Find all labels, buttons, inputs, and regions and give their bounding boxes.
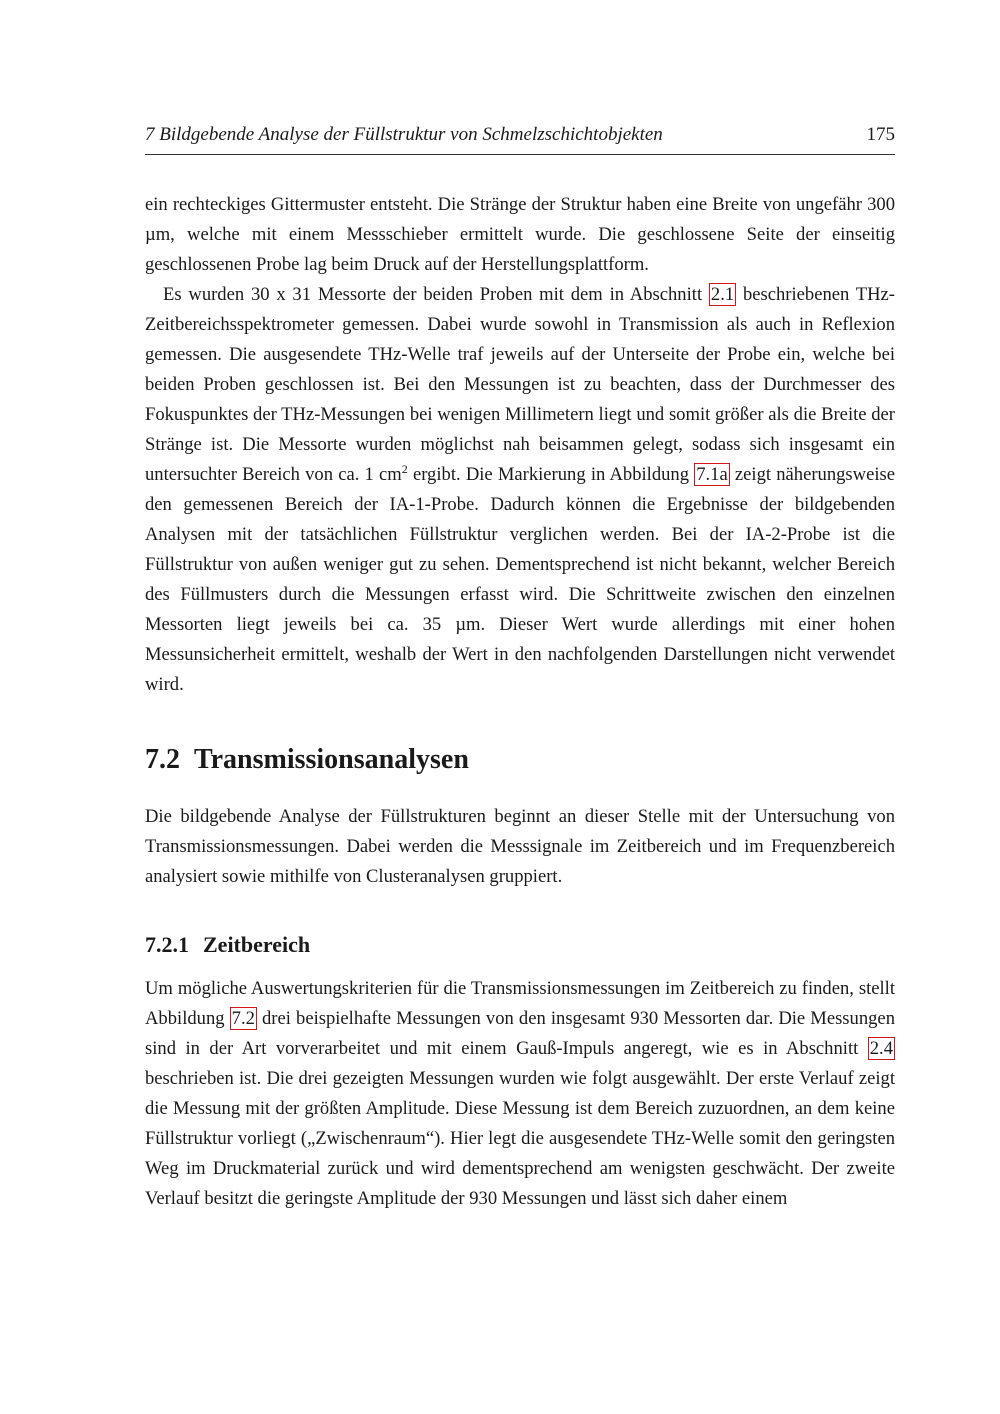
section-heading: [145, 742, 895, 778]
body-text: [145, 190, 895, 1214]
superscript: 2: [401, 461, 408, 476]
text-run: zeigt näherungsweise den gemessenen Bereich der IA-1-Probe. Dadurch können die Ergebnisse der bildgebenden Analysen mit der tatsächlichen Füllstruktur verglichen werden. Bei der IA-2-Probe ist die Füllstruktur von außen weniger gut zu sehen. Dementsprechend ist nicht bekannt, welcher Bereich des Füllmusters durch die Messungen erfasst wird. Die Schrittweite zwischen den einzelnen Messorten liegt jeweils bei ca. 35 µm. Dieser Wert wurde allerdings mit einer hohen Messunsicherheit ermittelt, weshalb der Wert in den nachfolgenden Darstellungen nicht verwendet wird.: [145, 464, 895, 695]
text-run: ergibt. Die Markierung in Abbildung: [407, 464, 695, 485]
subsection-title: Zeitbereich: [203, 932, 311, 957]
paragraph: [145, 280, 895, 700]
section-link[interactable]: 2.1: [710, 284, 735, 305]
text-run: Es wurden 30 x 31 Messorte der beiden Proben mit dem in Abschnitt: [163, 284, 709, 305]
subsection-number: 7.2.1: [145, 932, 189, 957]
text-run: beschrieben ist. Die drei gezeigten Messungen wurden wie folgt ausgewählt. Der erste Verlauf zeigt die Messung mit der größten Amplitude. Diese Messung ist dem Bereich zuzuordnen, an dem keine Füllstruktur vorliegt („Zwischenraum“). Hier legt die ausgesendete THz-Welle somit den geringsten Weg im Druckmaterial zurück und wird dementsprechend am wenigsten geschwächt. Der zweite Verlauf besitzt die geringste Amplitude der 930 Messungen und lässt sich daher einem: [145, 1068, 895, 1209]
paragraph: [145, 974, 895, 1214]
figure-link[interactable]: 7.2: [231, 1008, 255, 1029]
text-run: Um mögliche Auswertungskriterien für die Transmissionsmessungen im Zeitbereich zu finden, stellt Abbildung: [145, 978, 895, 1029]
chapter-title: 7 Bildgebende Analyse der Füllstruktur von Schmelzschichtobjekten: [145, 124, 663, 145]
section-link[interactable]: 2.4: [869, 1038, 893, 1059]
figure-link[interactable]: 7.1a: [696, 464, 728, 485]
text-run: beschriebenen THz-Zeitbereichsspektrometer gemessen. Dabei wurde sowohl in Transmission als auch in Reflexion gemessen. Die ausgesendete THz-Welle traf jeweils auf der Unterseite der Probe ein, welche bei beiden Proben geschlossen ist. Bei den Messungen ist zu beachten, dass der Durchmesser des Fokuspunktes der THz-Messungen bei wenigen Millimetern liegt und somit größer als die Breite der Stränge ist. Die Messorte wurden möglichst nah beisammen gelegt, sodass sich insgesamt ein untersuchter Bereich von ca. 1 cm: [145, 284, 895, 485]
text-run: drei beispielhafte Messungen von den insgesamt 930 Messorten dar. Die Messungen sind in der Art vorverarbeitet und mit einem Gauß-Impuls angeregt, wie es in Abschnitt: [145, 1008, 895, 1059]
paragraph: ein rechteckiges Gittermuster entsteht. Die Stränge der Struktur haben eine Breite von ungefähr 300 µm, welche mit einem Messschieber ermittelt wurde. Die geschlossene Seite der einseitig geschlossenen Probe lag beim Druck auf der Herstellungsplattform.: [145, 194, 895, 275]
page-number: 175: [866, 124, 895, 145]
section-number: 7.2: [145, 744, 180, 775]
paragraph: Die bildgebende Analyse der Füllstrukturen beginnt an dieser Stelle mit der Untersuchung von Transmissionsmessungen. Dabei werden die Messsignale im Zeitbereich und im Frequenzbereich analysiert sowie mithilfe von Clusteranalysen gruppiert.: [145, 806, 895, 887]
section-title: Transmissionsanalysen: [194, 744, 469, 775]
subsection-heading: [145, 930, 895, 960]
running-header: [145, 124, 895, 155]
